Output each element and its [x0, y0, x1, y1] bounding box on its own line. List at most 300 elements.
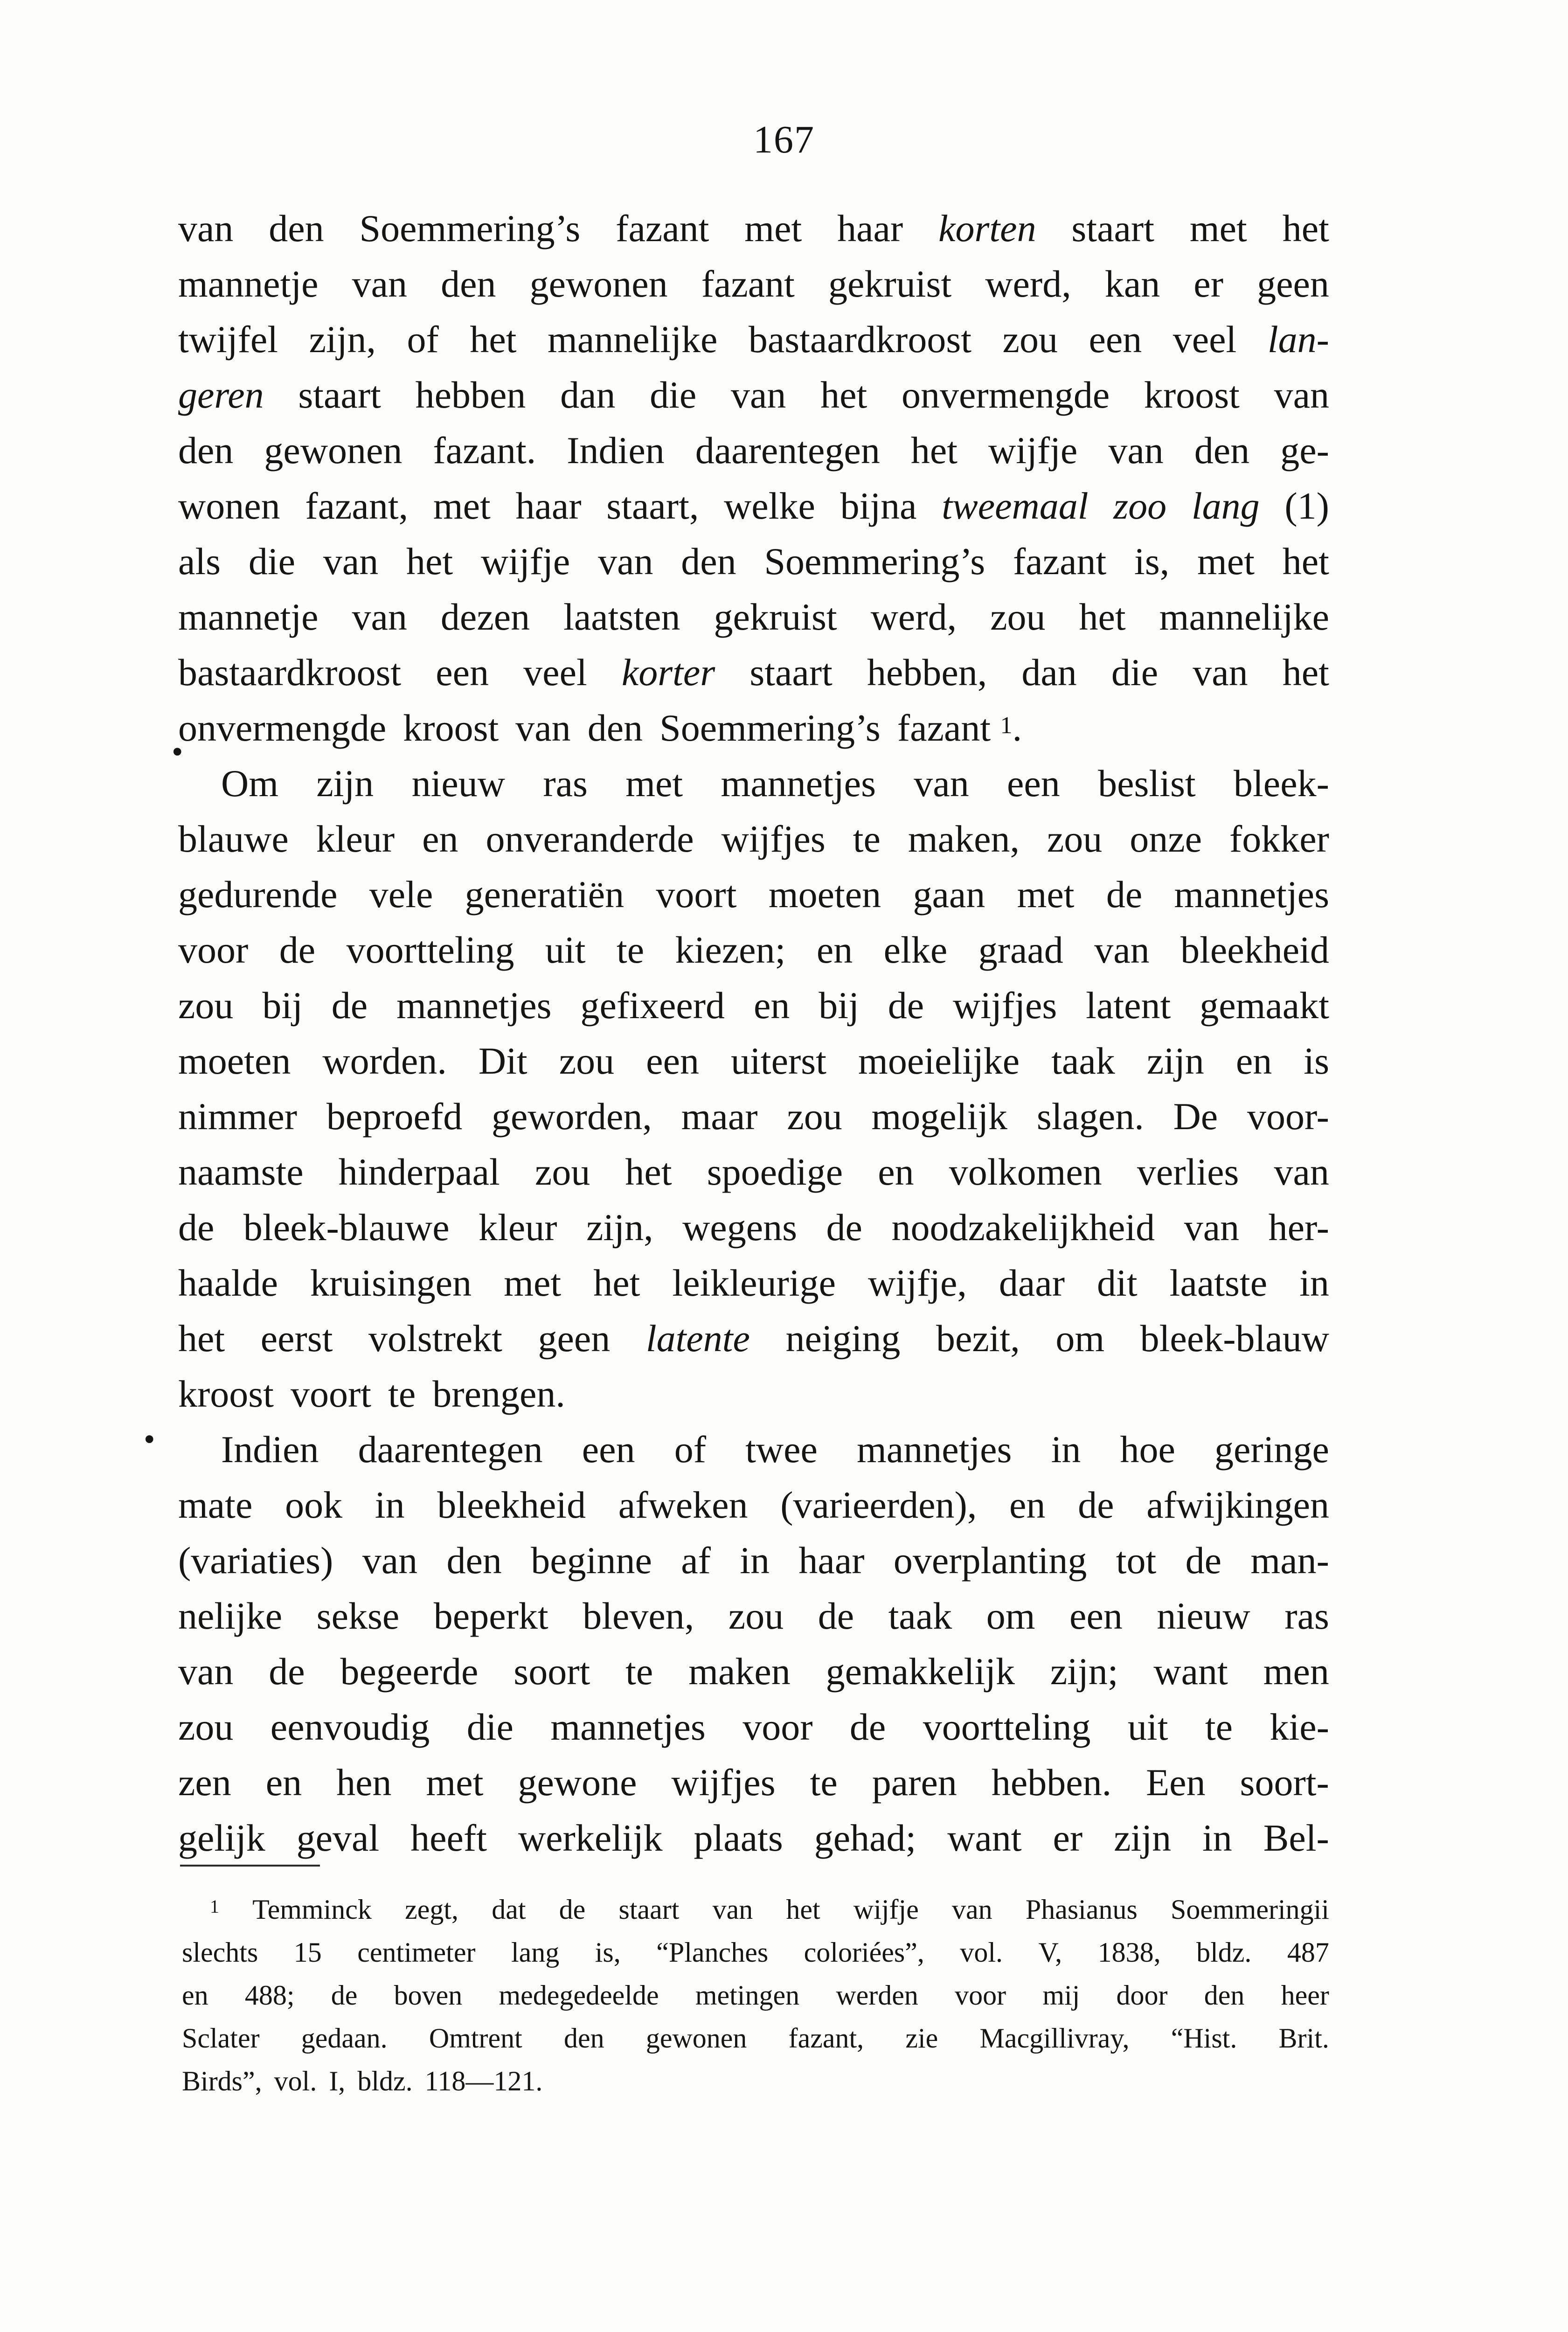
word: den	[1194, 429, 1250, 472]
word: Een	[1146, 1761, 1206, 1804]
word: bezit,	[936, 1317, 1020, 1360]
word: taak	[888, 1595, 952, 1637]
word: met	[1197, 540, 1255, 583]
word: daarentegen	[358, 1428, 543, 1471]
word: het	[1079, 596, 1126, 638]
word: gewonen	[529, 263, 668, 305]
word: met	[426, 1761, 484, 1804]
word: Indien	[221, 1428, 319, 1471]
word: bastaardkroost	[178, 651, 402, 694]
word: in	[375, 1484, 405, 1526]
italic-word: lan-	[1267, 318, 1329, 361]
word: de	[1078, 1484, 1114, 1526]
word: spoedige	[707, 1151, 843, 1193]
word: staart,	[606, 485, 699, 527]
word: laatsten	[563, 596, 680, 638]
word: gewonen	[645, 2023, 747, 2054]
word: zou	[1047, 818, 1103, 860]
word: kroost	[1144, 374, 1240, 416]
text-line	[178, 423, 1329, 478]
word: Om	[221, 762, 278, 805]
word: voor	[742, 1706, 813, 1748]
word: (variaties)	[178, 1539, 333, 1582]
word: mannetjes	[550, 1706, 706, 1748]
word: 1838,	[1097, 1937, 1161, 1968]
word: sekse	[316, 1595, 400, 1637]
word: mannetjes	[721, 762, 876, 805]
word: werd,	[870, 596, 957, 638]
word: de	[269, 1650, 305, 1693]
word: werden	[836, 1980, 918, 2011]
word: mannetjes	[1174, 873, 1329, 916]
word: her-	[1268, 1206, 1329, 1249]
word: moeten	[768, 873, 881, 916]
word: staart	[298, 374, 381, 416]
word: hebben	[415, 374, 526, 416]
word: wijfje	[481, 540, 570, 583]
word: 487	[1287, 1937, 1329, 1968]
word: den	[564, 2023, 604, 2054]
word: het	[470, 318, 517, 361]
word: en	[753, 984, 790, 1027]
word: uit	[1127, 1706, 1168, 1748]
text-line	[178, 700, 1329, 756]
word: van	[1274, 1151, 1329, 1193]
text-line	[178, 1644, 1329, 1699]
text-line	[178, 645, 1329, 700]
word: te	[616, 929, 645, 971]
word: zen	[178, 1761, 231, 1804]
word: van	[712, 1894, 753, 1925]
italic-word: tweemaal	[942, 485, 1089, 527]
word: die	[248, 540, 296, 583]
margin-mark: •	[172, 734, 183, 770]
word: bastaardkroost	[748, 318, 972, 361]
word: en	[878, 1151, 914, 1193]
word: kan	[1104, 263, 1160, 305]
word: beslist	[1098, 762, 1196, 805]
word: den	[1204, 1980, 1245, 2011]
word	[210, 1888, 219, 1931]
word: een	[582, 1428, 635, 1471]
word: onveranderde	[486, 818, 694, 860]
word: twee	[745, 1428, 818, 1471]
word: bij	[262, 984, 303, 1027]
word: brengen.	[432, 1373, 565, 1415]
word: welke	[724, 485, 815, 527]
punctuation: .	[1012, 707, 1022, 749]
word: medegedeelde	[499, 1980, 659, 2011]
word: kleur	[479, 1206, 557, 1249]
word	[938, 201, 1036, 256]
word: (varieerden),	[780, 1484, 977, 1526]
word: een	[1007, 762, 1060, 805]
margin-mark: •	[144, 1422, 155, 1458]
word: veel	[523, 651, 587, 694]
word: worden.	[322, 1040, 447, 1082]
word: wijfjes	[721, 818, 826, 860]
word: heeft	[410, 1817, 487, 1859]
word: blauwe	[178, 818, 289, 860]
word: haar	[837, 207, 903, 250]
word: bij	[819, 984, 859, 1027]
word: fazant.	[433, 429, 536, 472]
word: hoe	[1120, 1428, 1175, 1471]
word: van	[1108, 429, 1164, 472]
word: wijfje,	[868, 1262, 967, 1304]
word: den	[178, 429, 234, 472]
word: graad	[978, 929, 1063, 971]
word: voor	[178, 929, 249, 971]
word: werd,	[985, 263, 1071, 305]
word: een	[1069, 1595, 1123, 1637]
word: gemakkelijk	[826, 1650, 1015, 1693]
word: gehad;	[814, 1817, 916, 1859]
text-line	[178, 811, 1329, 867]
word: den	[441, 263, 496, 305]
word: mannetje	[178, 596, 319, 638]
text-line	[178, 534, 1329, 589]
word: in	[1051, 1428, 1081, 1471]
word: van	[1184, 1206, 1240, 1249]
word: van	[178, 1650, 234, 1693]
word: Indien	[567, 429, 665, 472]
footnote-line	[182, 2060, 1329, 2103]
text-line	[178, 1422, 1329, 1477]
word: hebben.	[991, 1761, 1112, 1804]
word: de	[1185, 1539, 1222, 1582]
word: haar	[798, 1539, 865, 1582]
word: slagen.	[1036, 1095, 1144, 1138]
word: zijn,	[586, 1206, 653, 1249]
word: of	[407, 318, 439, 361]
word: gewonen	[264, 429, 402, 472]
word: wijfje	[853, 1894, 919, 1925]
word: voortteling	[346, 929, 514, 971]
word: veel	[1173, 318, 1237, 361]
word: het	[1282, 651, 1329, 694]
word: het	[625, 1151, 672, 1193]
word: fazant,	[788, 2023, 864, 2054]
word: man-	[1250, 1539, 1329, 1582]
word: volstrekt	[368, 1317, 502, 1360]
text-line	[178, 1699, 1329, 1755]
word	[178, 367, 264, 423]
word: bleek-blauwe	[243, 1206, 450, 1249]
word: gewone	[518, 1761, 637, 1804]
word: en	[1009, 1484, 1046, 1526]
word: een	[1089, 318, 1142, 361]
word: mij	[1042, 1980, 1080, 2011]
word: en	[182, 1980, 208, 2011]
word: met	[433, 485, 491, 527]
word	[1192, 478, 1260, 534]
word: “Hist.	[1171, 2023, 1237, 2054]
word: den	[587, 707, 643, 749]
word: uit	[545, 929, 586, 971]
word: bldz.	[357, 2066, 413, 2096]
word: tot	[1116, 1539, 1157, 1582]
word: elke	[883, 929, 948, 971]
text-line	[178, 1810, 1329, 1866]
word: V,	[1038, 1937, 1062, 1968]
word: staart	[749, 651, 833, 694]
word: slechts	[182, 1937, 258, 1968]
word: haalde	[178, 1262, 278, 1304]
word: te	[853, 818, 881, 860]
word: leikleurige	[672, 1262, 836, 1304]
word: daarentegen	[695, 429, 880, 472]
text-line	[178, 256, 1329, 312]
word: nelijke	[178, 1595, 283, 1637]
word: Macgillivray,	[979, 2023, 1130, 2054]
word: geen	[1257, 263, 1329, 305]
word: bleekheid	[1180, 929, 1329, 971]
text-line	[178, 756, 1329, 811]
word: gedaan.	[301, 2023, 388, 2054]
word	[1113, 478, 1166, 534]
word: den	[269, 207, 324, 250]
text-line	[178, 1366, 1329, 1422]
word: zou	[787, 1095, 842, 1138]
word: latent	[1086, 984, 1171, 1027]
word: zijn	[1114, 1817, 1172, 1859]
word: en	[816, 929, 853, 971]
word: geworden,	[492, 1095, 652, 1138]
word	[897, 700, 1022, 756]
word: men	[1263, 1650, 1329, 1693]
word: ras	[543, 762, 588, 805]
word: mannetjes	[396, 984, 552, 1027]
word: met	[625, 762, 683, 805]
word: overplanting	[893, 1539, 1087, 1582]
word: Birds”,	[182, 2066, 262, 2096]
italic-word: zoo	[1113, 485, 1167, 527]
word: Soemmering’s	[359, 207, 581, 250]
text-line	[178, 1033, 1329, 1089]
word: taak	[1051, 1040, 1115, 1082]
word: lang	[511, 1937, 560, 1968]
word: mannetje	[178, 263, 319, 305]
word: dan	[1021, 651, 1077, 694]
word: “Planches	[656, 1937, 769, 1968]
word: haar	[515, 485, 582, 527]
word: verlies	[1137, 1151, 1239, 1193]
text-line	[178, 1755, 1329, 1810]
word: fazant	[1013, 540, 1107, 583]
word: begeerde	[340, 1650, 479, 1693]
word: zou	[559, 1040, 615, 1082]
text-line	[178, 1089, 1329, 1144]
word: die	[650, 374, 697, 416]
word: van	[1274, 374, 1329, 416]
word: fokker	[1229, 818, 1329, 860]
word: hinderpaal	[338, 1151, 500, 1193]
word: het	[910, 429, 958, 472]
word: kroost	[178, 1373, 274, 1415]
word: voort	[291, 1373, 372, 1415]
word: zou	[990, 596, 1046, 638]
footnote-marker: 1	[1000, 712, 1013, 739]
word: soort-	[1240, 1761, 1329, 1804]
word: bleek-	[1234, 762, 1329, 805]
word: wijfjes	[671, 1761, 776, 1804]
word: hen	[336, 1761, 392, 1804]
italic-word: geren	[178, 374, 264, 416]
word: hebben,	[867, 651, 987, 694]
word: maken,	[908, 818, 1020, 860]
word: om	[986, 1595, 1035, 1637]
word: van	[952, 1894, 992, 1925]
word: een	[646, 1040, 699, 1082]
word: van	[731, 374, 786, 416]
word: afweken	[618, 1484, 748, 1526]
word: beginne	[531, 1539, 652, 1582]
footnote-marker: 1	[210, 1896, 219, 1917]
word: wijfjes	[953, 984, 1057, 1027]
word: Brit.	[1278, 2023, 1329, 2054]
word: den	[681, 540, 736, 583]
word: te	[1205, 1706, 1233, 1748]
word: paren	[872, 1761, 957, 1804]
word: Soemmering’s	[764, 540, 985, 583]
word: zou	[534, 1151, 590, 1193]
word: zijn	[1146, 1040, 1204, 1082]
word: ook	[285, 1484, 343, 1526]
word: maken	[688, 1650, 791, 1693]
word: maar	[681, 1095, 758, 1138]
text-line	[178, 201, 1329, 256]
word: van	[352, 596, 407, 638]
word: van	[914, 762, 969, 805]
text-line	[178, 1144, 1329, 1200]
word: die	[1111, 651, 1159, 694]
text-line	[178, 922, 1329, 978]
text-line	[178, 978, 1329, 1033]
word	[1268, 312, 1329, 367]
word: zou	[728, 1595, 784, 1637]
word: daar	[999, 1262, 1065, 1304]
word: de	[849, 1706, 886, 1748]
word: Sclater	[182, 2023, 260, 2054]
word: Soemmeringii	[1171, 1894, 1329, 1925]
text-line	[178, 1588, 1329, 1644]
word: van	[1094, 929, 1150, 971]
word: zegt,	[405, 1894, 459, 1925]
word: want	[947, 1817, 1022, 1859]
word: voor	[955, 1980, 1006, 2011]
word: te	[810, 1761, 838, 1804]
word: zijn	[316, 762, 374, 805]
word: de	[178, 1206, 215, 1249]
word: dezen	[440, 596, 530, 638]
word: fazant	[701, 263, 795, 305]
word: een	[436, 651, 489, 694]
word: zijn;	[1050, 1650, 1118, 1693]
text-line	[178, 1477, 1329, 1533]
word: zou	[178, 1706, 234, 1748]
text-line	[178, 867, 1329, 922]
word: gelijk	[178, 1817, 265, 1859]
word: vele	[369, 873, 433, 916]
word: kiezen;	[675, 929, 786, 971]
word: voort	[656, 873, 737, 916]
word: voor-	[1247, 1095, 1329, 1138]
word: geval	[296, 1817, 380, 1859]
word: van	[515, 707, 571, 749]
word: centimeter	[357, 1937, 476, 1968]
footnote-line	[182, 1931, 1329, 1974]
word: van	[178, 207, 234, 250]
word: mannetjes	[857, 1428, 1012, 1471]
word: Phasianus	[1025, 1894, 1138, 1925]
word: vol.	[960, 1937, 1003, 1968]
word: van	[598, 540, 653, 583]
word: het	[786, 1894, 820, 1925]
word: de	[331, 984, 368, 1027]
word: dan	[560, 374, 616, 416]
word: nieuw	[1157, 1595, 1250, 1637]
word: in	[740, 1539, 770, 1582]
word: gekruist	[828, 263, 952, 305]
word: staart	[1071, 207, 1154, 250]
word: als	[178, 540, 221, 583]
word: mannelijke	[1159, 596, 1329, 638]
word: Bel-	[1263, 1817, 1329, 1859]
word: beproefd	[326, 1095, 463, 1138]
word: Temminck	[252, 1894, 372, 1925]
word: moeten	[178, 1040, 291, 1082]
word: noodzakelijkheid	[891, 1206, 1155, 1249]
word: er	[1193, 263, 1223, 305]
word: wijfje	[988, 429, 1078, 472]
word: twijfel	[178, 318, 278, 361]
word: fazant,	[305, 485, 409, 527]
word: afwijkingen	[1146, 1484, 1329, 1526]
word: Omtrent	[429, 2023, 522, 2054]
word: de	[818, 1595, 854, 1637]
word: kroost	[403, 707, 499, 749]
italic-word: lang	[1191, 485, 1260, 527]
word: van	[323, 540, 379, 583]
word: (1)	[1284, 485, 1329, 527]
word: het	[1282, 207, 1329, 250]
word: Soemmering’s	[659, 707, 881, 749]
word: ge-	[1280, 429, 1329, 472]
word: generatiën	[465, 873, 624, 916]
word: in	[1299, 1262, 1329, 1304]
word: de	[331, 1980, 358, 2011]
word: zie	[905, 2023, 938, 2054]
word: met	[1017, 873, 1075, 916]
word: gedurende	[178, 873, 338, 916]
word: want	[1153, 1650, 1228, 1693]
word: zou	[178, 984, 234, 1027]
word: mannelijke	[548, 318, 718, 361]
word	[942, 478, 1088, 534]
italic-word: korten	[938, 207, 1036, 250]
word: moeielijke	[858, 1040, 1020, 1082]
text-line	[178, 312, 1329, 367]
italic-word: korter	[621, 651, 715, 694]
text-line	[178, 1200, 1329, 1255]
word: en	[265, 1761, 302, 1804]
word: ras	[1284, 1595, 1329, 1637]
word: is,	[595, 1937, 621, 1968]
word: het	[820, 374, 867, 416]
word: en	[1235, 1040, 1272, 1082]
word: den	[446, 1539, 502, 1582]
